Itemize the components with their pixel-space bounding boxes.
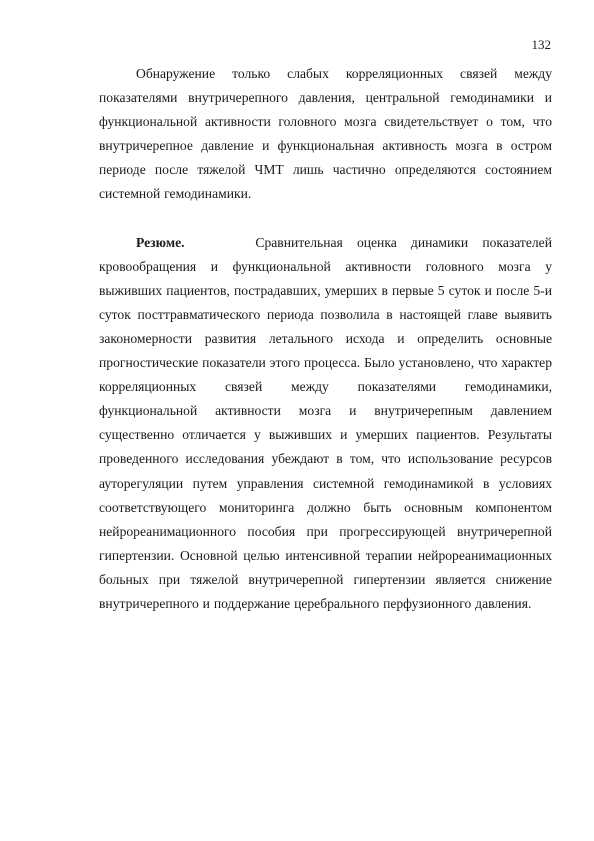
summary-text: Сравнительная оценка динамики показателей кровообращения и функциональной активности головного мозга у выживших пациентов, пострадавших, умерших в первые 5 суток и после 5-и суток посттравматического периода позволила в настоящей главе выявить закономерности развития летального исхода и определить основные прогностические показатели этого процесса. Было установлено, что характер корреляционных связей между показателями гемодинамики, функциональной активности мозга и внутричерепным давлением существенно отличается у выживших и умерших пациентов. Результаты проведенного исследования убеждают в том, что использование ресурсов ауторегуляции путем управления системной гемодинамикой в условиях соответствующего мониторинга должно быть основным компонентом нейрореанимационного пособия при прогрессирующей внутричерепной гипертензии. Основной целью интенсивной терапии нейрореанимационных больных при тяжелой внутричерепной гипертензии является снижение внутричерепного и поддержание церебрального перфузионного давления. [99, 234, 552, 611]
paragraph-spacer [99, 207, 552, 231]
paragraph-summary [99, 231, 552, 617]
summary-heading: Резюме. [136, 234, 185, 250]
paragraph-conclusion: Обнаружение только слабых корреляционных связей между показателями внутричерепного давления, центральной гемодинамики и функциональной активности головного мозга свидетельствует о том, что внутричерепное давление и функциональная активность мозга в остром периоде после тяжелой ЧМТ лишь частично определяются состоянием системной гемодинамики. [99, 66, 552, 202]
page-number: 132 [531, 37, 551, 52]
page-body [99, 62, 552, 616]
